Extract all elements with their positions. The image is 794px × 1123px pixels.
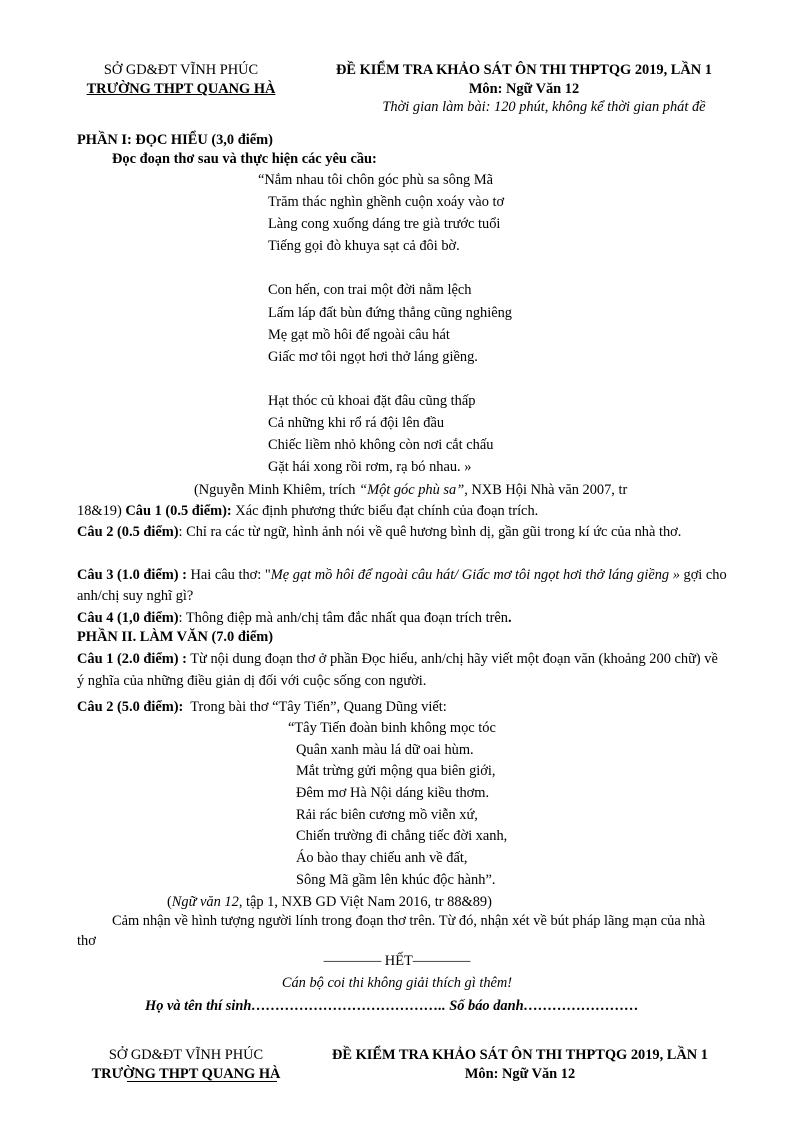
poem-line: Áo bào thay chiếu anh về đất, (296, 850, 468, 867)
poem-line: Chiến trường đi chẳng tiếc đời xanh, (296, 828, 508, 845)
essay-question-2: Câu 2 (5.0 điểm): Trong bài thơ “Tây Tiến”, Quang Dũng viết: (77, 699, 447, 715)
poem-line (258, 258, 512, 280)
poem-line: Lấm láp đất bùn đứng thẳng cũng nghiêng (268, 304, 512, 321)
poem-line: Gặt hái xong rồi rơm, rạ bó nhau. » (268, 459, 472, 476)
tay-tien-source: (Ngữ văn 12, tập 1, NXB GD Việt Nam 2016, tr 88&89) (167, 894, 492, 910)
question-1: 18&19) Câu 1 (0.5 điểm): Xác định phương thức biểu đạt chính của đoạn trích. (77, 503, 539, 519)
part2-title: PHẦN II. LÀM VĂN (7.0 điểm) (77, 629, 273, 645)
poem-line: Sông Mã gầm lên khúc độc hành”. (296, 871, 496, 888)
poem-line: “Tây Tiến đoàn binh không mọc tóc (288, 720, 496, 736)
poem-line: Hạt thóc củ khoai đặt đâu cũng thấp (268, 392, 476, 409)
school-name: TRƯỜNG THPT QUANG HÀ (86, 81, 276, 97)
question-2: Câu 2 (0.5 điểm): Chỉ ra các từ ngữ, hình ảnh nói về quê hương bình dị, gần gũi trong kí ức của nhà thơ. (77, 524, 682, 540)
part1-title: PHẦN I: ĐỌC HIỂU (3,0 điểm) (77, 132, 273, 148)
poem-line (258, 369, 512, 391)
poem-line: Làng cong xuống dáng tre già trước tuổi (268, 216, 501, 233)
poem-line: Chiếc liềm nhỏ không còn nơi cắt chấu (268, 437, 494, 454)
exam-title: ĐỀ KIỂM TRA KHẢO SÁT ÔN THI THPTQG 2019, LẦN 1 (336, 62, 712, 78)
school-underline (127, 1081, 277, 1082)
poem-line: Quân xanh màu lá dữ oai hùm. (296, 741, 474, 758)
part1-instruction: Đọc đoạn thơ sau và thực hiện các yêu cầu: (112, 151, 377, 167)
poem-line: Mẹ gạt mồ hôi để ngoài câu hát (268, 326, 450, 343)
candidate-line: Họ và tên thí sinh………………………………….. Số báo danh…………………… (145, 998, 639, 1014)
question-3: Câu 3 (1.0 điểm) : Hai câu thơ: "Mẹ gạt mồ hôi để ngoài câu hát/ Giấc mơ tôi ngọt hơi thở láng giềng » gợi cho anh/chị suy nghĩ gì? (77, 567, 727, 604)
poem-line: Mắt trừng gửi mộng qua biên giới, (296, 763, 496, 780)
question-4: Câu 4 (1,0 điểm): Thông điệp mà anh/chị tâm đắc nhất qua đoạn trích trên. (77, 610, 512, 626)
reading-poem (258, 170, 512, 479)
essay-question-1: Câu 1 (2.0 điểm) : Từ nội dung đoạn thơ ở phần Đọc hiểu, anh/chị hãy viết một đoạn văn (khoảng 200 chữ) về ý nghĩa của những điều giản dị đối với cuộc sống con người. (77, 651, 718, 689)
dept-name: SỞ GD&ĐT VĨNH PHÚC (103, 62, 259, 78)
poem-line: Đêm mơ Hà Nội dáng kiều thơm. (296, 785, 490, 802)
poem-line: Giấc mơ tôi ngọt hơi thở láng giềng. (268, 348, 478, 365)
subject-2: Môn: Ngữ Văn 12 (464, 1066, 576, 1082)
poem-line: Tiếng gọi đò khuya sạt cả đôi bờ. (268, 238, 460, 255)
poem-line: Trăm thác nghìn ghềnh cuộn xoáy vào tơ (268, 194, 505, 211)
end-marker: ———— HẾT———— (323, 953, 471, 969)
essay-task: Cảm nhận về hình tượng người lính trong đoạn thơ trên. Từ đó, nhận xét về bút pháp lãng mạn của nhà thơ (77, 913, 706, 949)
poem-line: “Nắm nhau tôi chôn góc phù sa sông Mã (258, 172, 494, 188)
dept-name-2: SỞ GD&ĐT VĨNH PHÚC (108, 1047, 264, 1063)
poem-line: Cả những khi rổ rá đội lên đầu (268, 415, 445, 432)
exam-title-2: ĐỀ KIỂM TRA KHẢO SÁT ÔN THI THPTQG 2019, LẦN 1 (332, 1047, 708, 1063)
time-note: Thời gian làm bài: 120 phút, không kể thời gian phát đề (382, 99, 706, 115)
school-name-2: TRƯỜNG THPT QUANG HÀ (91, 1066, 281, 1082)
poem-line: Rải rác biên cương mồ viễn xứ, (296, 806, 478, 823)
subject: Môn: Ngữ Văn 12 (468, 81, 580, 97)
poem-line: Con hến, con trai một đời nằm lệch (268, 282, 472, 299)
tay-tien-poem (288, 718, 507, 892)
proctor-note: Cán bộ coi thi không giải thích gì thêm! (281, 975, 513, 991)
poem-source: (Nguyễn Minh Khiêm, trích “Một góc phù sa”, NXB Hội Nhà văn 2007, tr (194, 482, 628, 498)
